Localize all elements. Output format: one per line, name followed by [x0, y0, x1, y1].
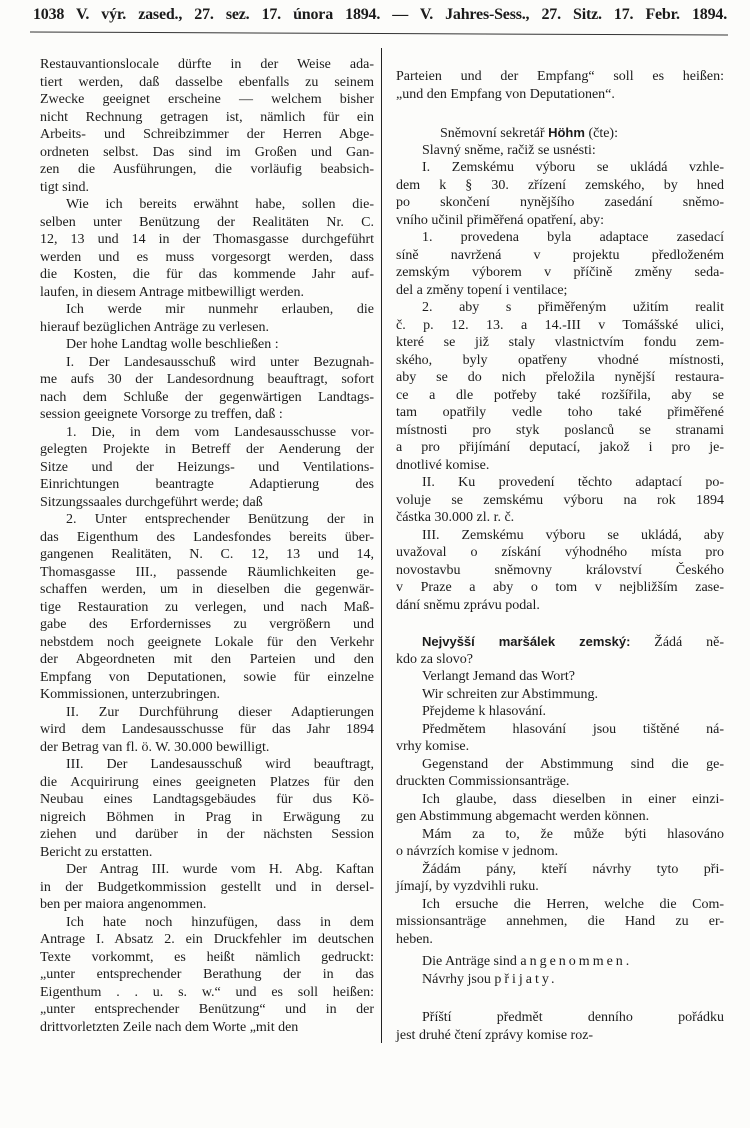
- text-line: missionsanträge annehmen, die Hand zu er-: [396, 914, 724, 929]
- emphasized-text: přijaty.: [494, 971, 558, 987]
- text-line: 1. provedena byla adaptace zasedací: [422, 230, 724, 245]
- text-line: „und den Empfang von Deputationen“.: [396, 86, 615, 102]
- text-line: Thomasgasse III., passende Räumlichkeiten ge-: [40, 564, 374, 580]
- text-line: Empfang von Deputationen, sowie für einzelne: [40, 669, 374, 685]
- text-line: Ich glaube, dass dieselben in einer einzi-: [422, 791, 724, 807]
- paragraph: [396, 953, 724, 971]
- text-line: ce a dle potřeby také rozšířila, aby se: [396, 387, 724, 403]
- page-header: 1038 V. výr. zased., 27. sez. 17. února 1894. — V. Jahres-Sess., 27. Sitz. 17. Febr. 1894.: [33, 6, 727, 23]
- text-line: Gegenstand der Abstimmung sind die ge-: [422, 756, 724, 772]
- text-line: částka 30.000 zl. r. č.: [396, 510, 515, 525]
- paragraph: [396, 896, 724, 949]
- text-line: das Eigenthum des Landesfondes bereits über-: [40, 529, 374, 545]
- paragraph: [40, 511, 374, 704]
- paragraph: [396, 633, 724, 668]
- text-line: ben per maiora angenommen.: [40, 897, 207, 912]
- text-line: tam opatřily vedle toho také přiměřené: [396, 405, 724, 420]
- text-line: Restauvantionslocale dürfte in der Weise ada-: [40, 57, 374, 72]
- paragraph: [396, 159, 724, 229]
- text-line: vrhy komise.: [396, 739, 470, 754]
- text-line: 2. aby s přiměřeným užitím realit: [422, 300, 724, 315]
- text-span: (čte):: [584, 126, 618, 141]
- text-line: Neubau eines Landtagsgebäudes für dus Kö-: [40, 792, 374, 807]
- text-line: me aufs 30 der Landesordnung beauftragt, sofort: [40, 372, 374, 387]
- text-line: dem k § 30. zřízení zemského, by hned: [396, 177, 724, 193]
- text-line: které se již staly vlastnictvím fondu zem-: [396, 335, 724, 350]
- text-line: [396, 124, 724, 142]
- speaker-name: Höhm: [548, 125, 585, 140]
- text-line: dání sněmu zprávu podal.: [396, 597, 540, 613]
- paragraph: [40, 861, 374, 914]
- paragraph: [396, 124, 724, 142]
- text-line: Arbeits- und Schreibzimmer der Herren Abge-: [40, 127, 374, 142]
- text-line: I. Der Landesausschuß wird unter Bezugnah-: [66, 354, 374, 370]
- emphasized-text: angenommen.: [520, 954, 633, 969]
- text-line: po skončení nynějšího zasedání sněmo-: [396, 195, 724, 210]
- text-line: zen die Ausführungen, die vorläufig beabsich-: [40, 162, 374, 177]
- text-line: Kommissionen, unterzubringen.: [40, 687, 221, 702]
- text-line: a pro přijímání deputací, jakož i pro je-: [396, 440, 724, 455]
- text-line: [396, 971, 724, 989]
- paragraph: [396, 861, 724, 896]
- text-line: nebstdem noch geeignete Lokale für den Verkehr: [40, 634, 374, 650]
- vote-result: [396, 953, 724, 988]
- right-column-continuation: [396, 68, 724, 103]
- text-line: gen Abstimmung abgemacht werden können.: [396, 809, 650, 824]
- next-agenda-item: [396, 1009, 724, 1044]
- text-line: Ich werde mir nunmehr erlauben, die: [66, 302, 374, 317]
- text-line: Přejdeme k hlasování.: [422, 704, 547, 719]
- text-span: Sněmovní sekretář: [440, 126, 549, 141]
- paragraph: [396, 703, 724, 721]
- text-line: 12, 13 und 14 in der Thomasgasse durchgeführt: [40, 232, 374, 247]
- speaker-name: Nejvyšší maršálek zemský:: [422, 634, 631, 649]
- paragraph: [396, 299, 724, 474]
- text-line: novostavbu sněmovny království Českého: [396, 562, 724, 578]
- text-line: o návrzích komise v jednom.: [396, 844, 559, 859]
- text-line: dnotlivé komise.: [396, 457, 490, 473]
- text-line: jímají, by vyzdvihli ruku.: [396, 879, 539, 894]
- text-line: tige Restauration zu verlegen, und nach Maß-: [40, 599, 374, 615]
- text-line: wird dem Landesausschusse für das Jahr 1894: [40, 722, 374, 737]
- text-line: v Praze a aby o tom v nejbližším zase-: [396, 580, 724, 595]
- paragraph: [40, 354, 374, 424]
- paragraph: [40, 336, 374, 354]
- paragraph: [40, 756, 374, 861]
- text-line: Příští předmět denního pořádku: [422, 1010, 724, 1025]
- text-line: druckten Commissionsanträge.: [396, 774, 570, 789]
- text-line: Der hohe Landtag wolle beschließen :: [66, 337, 279, 352]
- text-line: session geeignete Vorsorge zu treffen, daß :: [40, 407, 283, 422]
- text-line: nach dem Schluße der gegenwärtigen Landtags-: [40, 389, 374, 405]
- paragraph: [396, 142, 724, 160]
- text-line: místnosti pro styk poslanců se stranami: [396, 422, 724, 438]
- column-divider: [381, 48, 382, 1043]
- text-line: [396, 953, 724, 971]
- text-line: selben unter Benützung der Realitäten Nr. C.: [40, 214, 374, 230]
- header-rule: [30, 31, 728, 35]
- text-line: Bericht zu erstatten.: [40, 844, 153, 860]
- text-line: heben.: [396, 931, 433, 947]
- text-line: Ich hate noch hinzufügen, dass in dem: [66, 914, 374, 930]
- text-line: die Kosten, die für das kommende Jahr auf-: [40, 267, 374, 282]
- text-line: vního učinil přiměřená opatření, aby:: [396, 212, 604, 228]
- text-line: II. Zur Durchführung dieser Adaptierungen: [66, 704, 374, 720]
- text-line: Sitze und der Heizungs- und Ventilations-: [40, 459, 374, 475]
- text-line: č. p. 12. 13. a 14.-III v Tomášské ulici,: [396, 317, 724, 333]
- text-line: Verlangt Jemand das Wort?: [422, 669, 575, 684]
- left-column: [40, 56, 374, 1036]
- text-line: voluje se zemskému výboru na rok 1894: [396, 492, 724, 508]
- secretary-reading: [396, 124, 724, 614]
- text-span: Návrhy jsou: [422, 971, 495, 987]
- text-line: 1. Die, in dem vom Landesausschusse vor-: [66, 424, 374, 440]
- text-line: uvažoval o získání výhodného místa pro: [396, 545, 724, 560]
- paragraph: [40, 704, 374, 757]
- text-line: in der Budgetkommission gestellt und in dersel-: [40, 879, 374, 895]
- paragraph: [40, 56, 374, 196]
- text-line: aby se do nich přeložila nynější restaura-: [396, 370, 724, 385]
- text-line: kdo za slovo?: [396, 651, 473, 667]
- text-line: ordneten selbst. Das sind im Großen und Gan-: [40, 144, 374, 160]
- text-line: del a změny topení i ventilace;: [396, 282, 568, 298]
- text-line: Ich ersuche die Herren, welche die Com-: [422, 896, 724, 912]
- paragraph: [396, 756, 724, 791]
- text-line: jest druhé čtení zprávy komise roz-: [396, 1027, 594, 1043]
- text-line: gabe des Erfordernisses zu vergrößern und: [40, 617, 374, 632]
- text-line: ziehen und darüber in der nächsten Session: [40, 827, 374, 842]
- paragraph: [396, 826, 724, 861]
- text-line: Der Antrag III. wurde vom H. Abg. Kaftan: [66, 862, 374, 877]
- text-line: hierauf bezüglichen Anträge zu verlesen.: [40, 319, 269, 335]
- text-line: Sitzungssaales durchgeführt werde; daß: [40, 494, 263, 510]
- text-line: III. Zemskému výboru se ukládá, aby: [422, 527, 724, 543]
- text-line: Parteien und der Empfang“ soll es heißen:: [396, 69, 724, 84]
- text-line: Slavný sněme, račiž se usnésti:: [422, 142, 596, 158]
- text-line: Einrichtungen beantragte Adaptierung des: [40, 477, 374, 492]
- text-line: III. Der Landesausschuß wird beauftragt,: [66, 757, 374, 772]
- text-line: Předmětem hlasování jsou tištěné ná-: [422, 721, 724, 737]
- paragraph: [40, 424, 374, 512]
- paragraph: [396, 474, 724, 527]
- paragraph: [396, 686, 724, 704]
- text-line: tiert werden, daß dasselbe ebenfalls zu seinem: [40, 74, 374, 90]
- text-line: Wir schreiten zur Abstimmung.: [422, 686, 598, 702]
- text-line: werden und es muss vorgesorgt werden, dass: [40, 249, 374, 265]
- text-line: der Betrag van fl. ö. W. 30.000 bewilligt.: [40, 739, 270, 755]
- paragraph: [396, 668, 724, 686]
- text-line: schaffen werden, um in dieselben die gegenwär-: [40, 582, 374, 597]
- paragraph: [40, 301, 374, 336]
- paragraph: [396, 1009, 724, 1044]
- text-span: Žádá ně-: [630, 635, 724, 650]
- text-line: II. Ku provedení těchto adaptací po-: [422, 475, 724, 490]
- text-line: „unter entsprechender Benützung“ und in der: [40, 1002, 374, 1017]
- paragraph: [396, 68, 724, 103]
- text-line: I. Zemskému výboru se ukládá vzhle-: [422, 160, 724, 175]
- text-line: drittvorletzten Zeile nach dem Worte „mit den: [40, 1019, 299, 1035]
- paragraph: [40, 196, 374, 301]
- paragraph: [396, 721, 724, 756]
- text-line: nigreich Böhmen in Prag in Erwägung zu: [40, 809, 374, 825]
- text-line: Zwecke geeignet erscheine — welchem bisher: [40, 92, 374, 107]
- text-line: „unter entsprechender Berathung der in das: [40, 967, 374, 982]
- text-line: zemským výborem v příčině změny seda-: [396, 265, 724, 280]
- paragraph: [396, 229, 724, 299]
- text-line: [396, 633, 724, 651]
- text-line: Antrage I. Absatz 2. ein Druckfehler im deutschen: [40, 932, 374, 947]
- text-line: Wie ich bereits erwähnt habe, sollen die-: [66, 197, 374, 212]
- marshal-speech: [396, 633, 724, 948]
- text-line: tigt sind.: [40, 179, 90, 195]
- text-line: Texte vorkommt, es heißt nämlich gedruckt:: [40, 949, 374, 965]
- text-line: síně navržená v projektu předloženém: [396, 247, 724, 263]
- text-line: die Acquirirung eines geeigneten Platzes für den: [40, 774, 374, 790]
- text-line: Mám za to, že může býti hlasováno: [422, 826, 724, 842]
- paragraph: [396, 527, 724, 615]
- text-line: Eigenthum . . u. s. w.“ und es soll heißen:: [40, 984, 374, 1000]
- paragraph: [40, 914, 374, 1037]
- text-line: gangenen Realitäten, N. C. 12, 13 und 14,: [40, 547, 374, 562]
- text-line: nicht Rechnung getragen ist, nämlich für ein: [40, 109, 374, 125]
- text-span: Die Anträge sind: [422, 954, 521, 969]
- text-line: ského, byly opatřeny vhodné místnosti,: [396, 352, 724, 368]
- paragraph: [396, 791, 724, 826]
- text-line: Žádám pány, kteří návrhy tyto při-: [422, 861, 724, 877]
- text-line: gelegten Projekte in Betreff der Aenderung der: [40, 442, 374, 457]
- text-line: 2. Unter entsprechender Benützung der in: [66, 512, 374, 527]
- text-line: der Abgeordneten mit den Parteien und den: [40, 652, 374, 667]
- paragraph: [396, 971, 724, 989]
- text-line: laufen, in diesem Antrage mitbewilligt werden.: [40, 284, 304, 300]
